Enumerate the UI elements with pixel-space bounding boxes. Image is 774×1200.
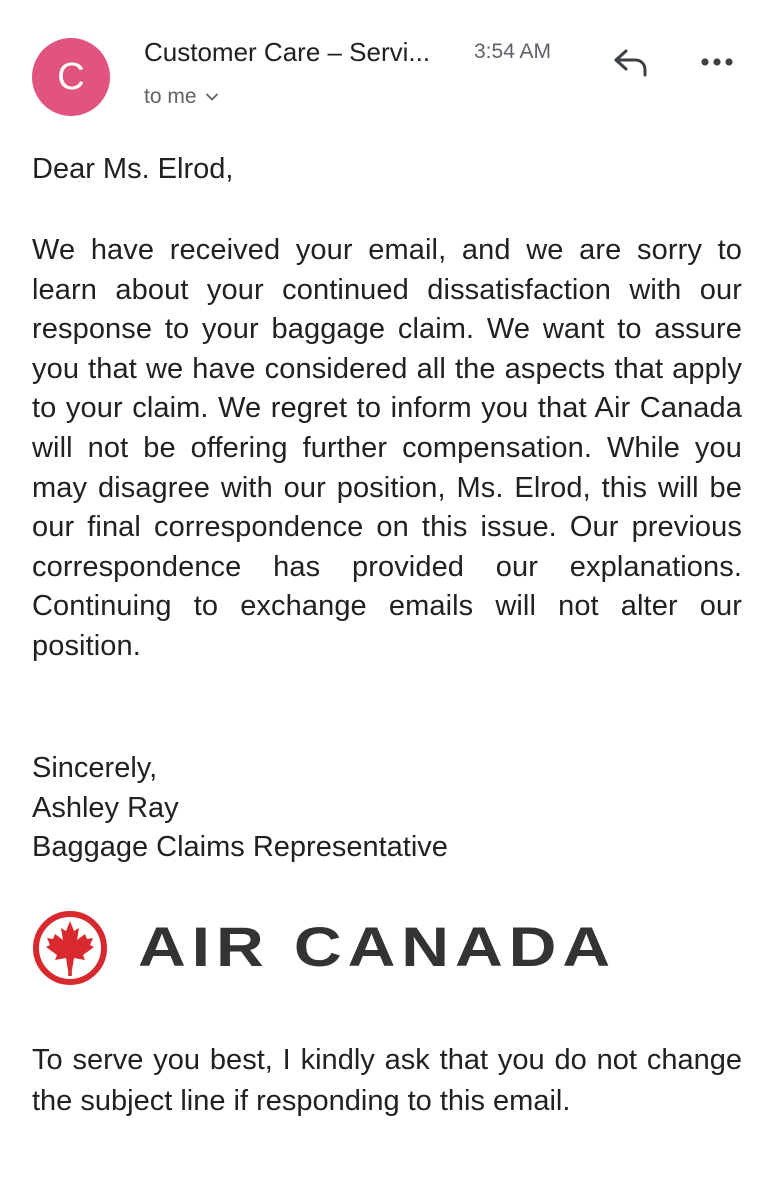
closing: Sincerely,	[32, 752, 158, 784]
email-body-paragraph: We have received your email, and we are sorry to learn about your continued dissatisfaction with our response to your baggage claim. We want to assure you that we have considered all the aspects that apply to your claim. We regret to inform you that Air Canada will not be offering further compensation. While you may disagree with our position, Ms. Elrod, this will be our final correspondence on this issue. Our previous correspondence has provided our explanations. Continuing to exchange emails will not alter our position.	[32, 234, 742, 662]
sent-time: 3:54 AM	[474, 40, 552, 63]
salutation: Dear Ms. Elrod,	[32, 153, 234, 185]
email-header	[0, 0, 774, 130]
reply-icon	[611, 46, 651, 78]
air-canada-logo	[30, 904, 650, 994]
chevron-down-icon	[205, 90, 219, 104]
logo-wordmark: AIR CANADA	[138, 915, 616, 978]
signature-name: Ashley Ray	[32, 791, 179, 824]
sender-line	[144, 34, 551, 70]
sender-name[interactable]: Customer Care – Servi...	[144, 36, 431, 67]
recipient-toggle[interactable]	[144, 82, 219, 112]
more-options-button[interactable]	[692, 42, 742, 82]
signature-title: Baggage Claims Representative	[32, 831, 448, 864]
signature-block	[32, 749, 742, 868]
more-options-icon	[697, 56, 737, 68]
reply-button[interactable]	[606, 42, 656, 82]
avatar-initial: C	[57, 56, 85, 98]
recipient-label: to me	[144, 85, 197, 108]
footer-note: To serve you best, I kindly ask that you do not change the subject line if responding to this email.	[32, 1044, 742, 1117]
sender-avatar[interactable]	[32, 38, 110, 116]
